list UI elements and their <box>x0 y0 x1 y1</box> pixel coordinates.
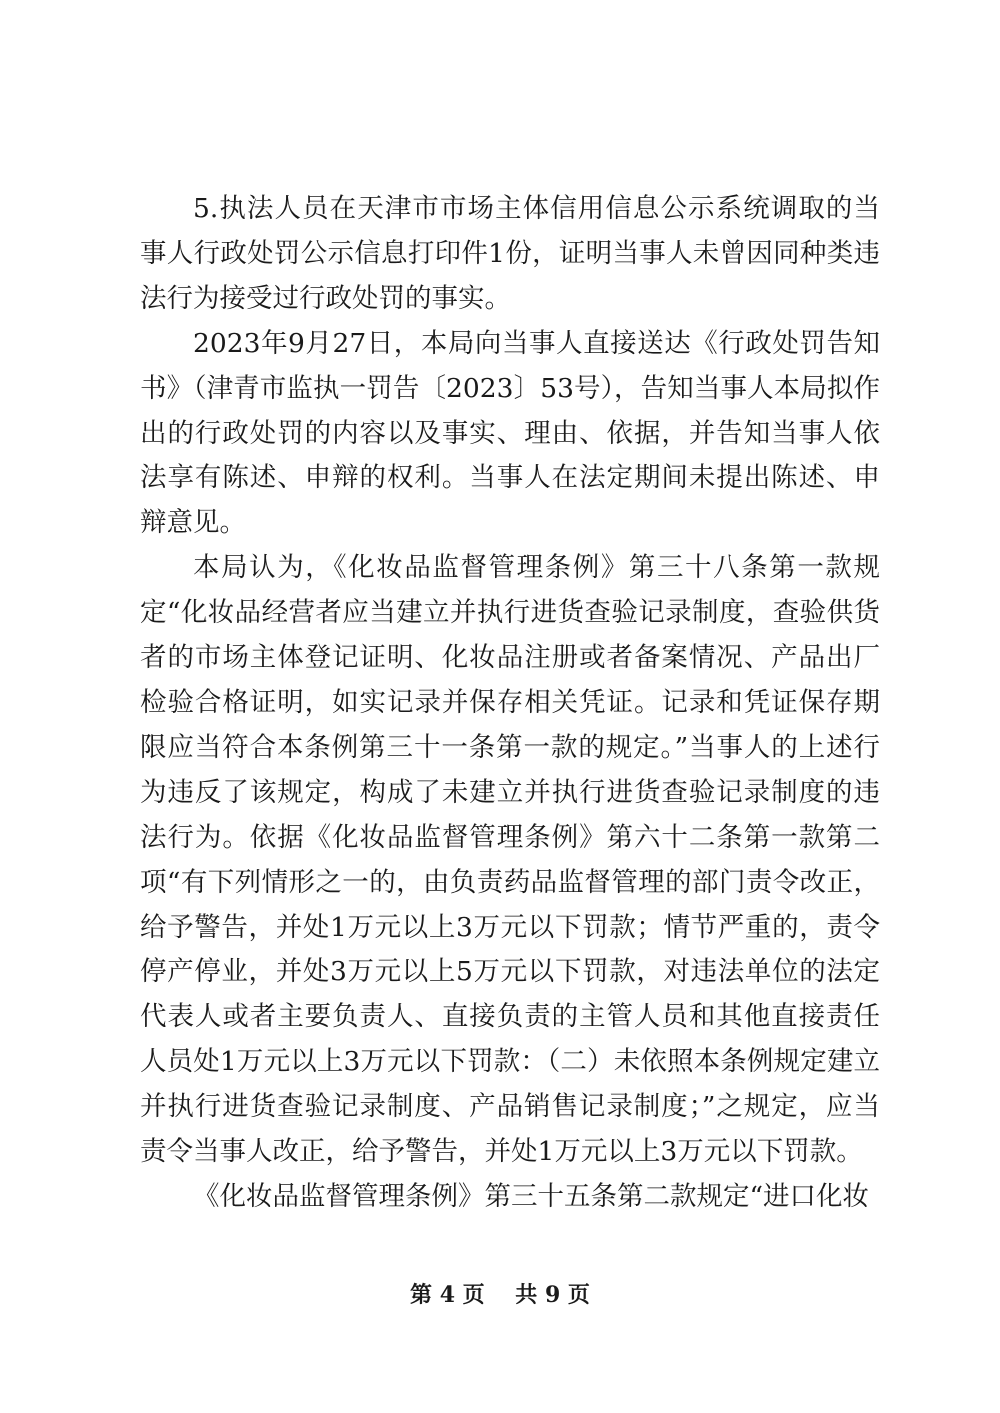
paragraph-notice-delivery: 2023年9月27日，本局向当事人直接送达《行政处罚告知书》（津青市监执一罚告〔2023〕53号），告知当事人本局拟作出的行政处罚的内容以及事实、理由、依据，并告知当事人依法享有陈述、申辩的权利。当事人在法定期间未提出陈述、申辩意见。 <box>140 327 880 539</box>
paragraph-legal-basis: 本局认为，《化妆品监督管理条例》第三十八条第一款规定“化妆品经营者应当建立并执行进货查验记录制度，查验供货者的市场主体登记证明、化妆品注册或者备案情况、产品出厂检验合格证明，如实记录并保存相关凭证。记录和凭证保存期限应当符合本条例第三十一条第一款的规定。”当事人的上述行为违反了该规定，构成了未建立并执行进货查验记录制度的违法行为。依据《化妆品监督管理条例》第六十二条第一款第二项“有下列情形之一的，由负责药品监督管理的部门责令改正，给予警告，并处1万元以上3万元以下罚款；情节严重的，责令停产停业，并处3万元以上5万元以下罚款，对违法单位的法定代表人或者主要负责人、直接负责的主管人员和其他直接责任人员处1万元以上3万元以下罚款：（二）未依照本条例规定建立并执行进货查验记录制度、产品销售记录制度；”之规定，应当责令当事人改正，给予警告，并处1万元以上3万元以下罚款。 <box>140 552 880 1168</box>
document-body <box>140 187 880 1220</box>
paragraph-evidence-5: 5.执法人员在天津市市场主体信用信息公示系统调取的当事人行政处罚公示信息打印件1份，证明当事人未曾因同种类违法行为接受过行政处罚的事实。 <box>140 193 880 314</box>
page-number-footer: 第 4 页 共 9 页 <box>410 1282 590 1308</box>
paragraph-import-clause: 《化妆品监督管理条例》第三十五条第二款规定“进口化妆 <box>193 1180 870 1212</box>
